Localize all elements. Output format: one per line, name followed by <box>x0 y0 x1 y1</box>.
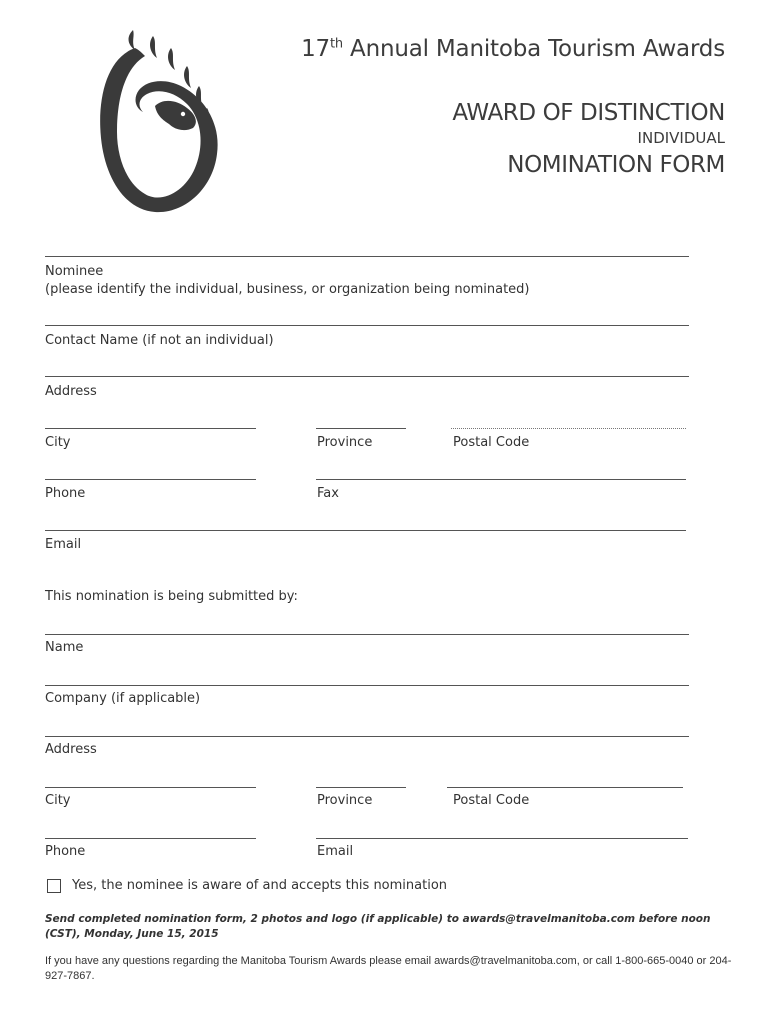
submitter-province-line[interactable] <box>316 787 406 788</box>
nominee-province-label: Province <box>317 435 373 450</box>
submitter-province-label: Province <box>317 793 373 808</box>
submitter-postal-line[interactable] <box>447 787 683 788</box>
submitter-company-label: Company (if applicable) <box>45 691 201 706</box>
questions-contact: If you have any questions regarding the Manitoba Tourism Awards please email awards@travelmanitoba.com, or call 1-800-665-0040 or 204-927-7867. <box>45 955 732 982</box>
submitter-phone-label: Phone <box>45 844 86 859</box>
nominee-phone-label: Phone <box>45 486 86 501</box>
submitter-email-label: Email <box>317 844 354 859</box>
submitter-address-line[interactable] <box>45 736 689 737</box>
submission-instructions: Send completed nomination form, 2 photos and logo (if applicable) to awards@travelmanitoba.com before noon (CST), Monday, June 15, 2015 <box>45 913 711 940</box>
nominee-fax-line[interactable] <box>316 479 686 480</box>
submitter-city-label: City <box>45 793 71 808</box>
submitter-postal-label: Postal Code <box>453 793 530 808</box>
event-title-number: 17 <box>301 36 330 62</box>
nominee-label: Nominee <box>45 264 104 279</box>
nominee-fax-label: Fax <box>317 486 339 501</box>
nominee-email-label: Email <box>45 537 82 552</box>
award-category: INDIVIDUAL <box>637 129 725 147</box>
submitter-address-label: Address <box>45 742 97 757</box>
event-title <box>301 36 725 62</box>
submitter-intro: This nomination is being submitted by: <box>45 589 298 604</box>
submitter-company-line[interactable] <box>45 685 689 686</box>
submitter-name-line[interactable] <box>45 634 689 635</box>
accept-nomination-label: Yes, the nominee is aware of and accepts this nomination <box>72 878 448 893</box>
nominee-province-line[interactable] <box>316 428 406 429</box>
event-title-text: Annual Manitoba Tourism Awards <box>342 36 725 62</box>
submitter-city-line[interactable] <box>45 787 256 788</box>
nominee-phone-line[interactable] <box>45 479 256 480</box>
award-title: AWARD OF DISTINCTION <box>452 100 725 126</box>
submitter-email-line[interactable] <box>316 838 688 839</box>
nominee-postal-label: Postal Code <box>453 435 530 450</box>
nominee-email-line[interactable] <box>45 530 686 531</box>
manitoba-tourism-logo <box>95 28 225 216</box>
nominee-address-label: Address <box>45 384 97 399</box>
form-title: NOMINATION FORM <box>507 152 725 178</box>
submitter-name-label: Name <box>45 640 84 655</box>
event-title-ordinal: th <box>330 36 343 52</box>
accept-nomination-checkbox[interactable] <box>47 879 61 893</box>
nominee-hint: (please identify the individual, business, or organization being nominated) <box>45 282 530 297</box>
nominee-line[interactable] <box>45 256 689 257</box>
nominee-city-label: City <box>45 435 71 450</box>
contact-name-line[interactable] <box>45 325 689 326</box>
nominee-city-line[interactable] <box>45 428 256 429</box>
nominee-postal-line[interactable] <box>451 428 686 429</box>
contact-name-label: Contact Name (if not an individual) <box>45 333 274 348</box>
nominee-address-line[interactable] <box>45 376 689 377</box>
submitter-phone-line[interactable] <box>45 838 256 839</box>
